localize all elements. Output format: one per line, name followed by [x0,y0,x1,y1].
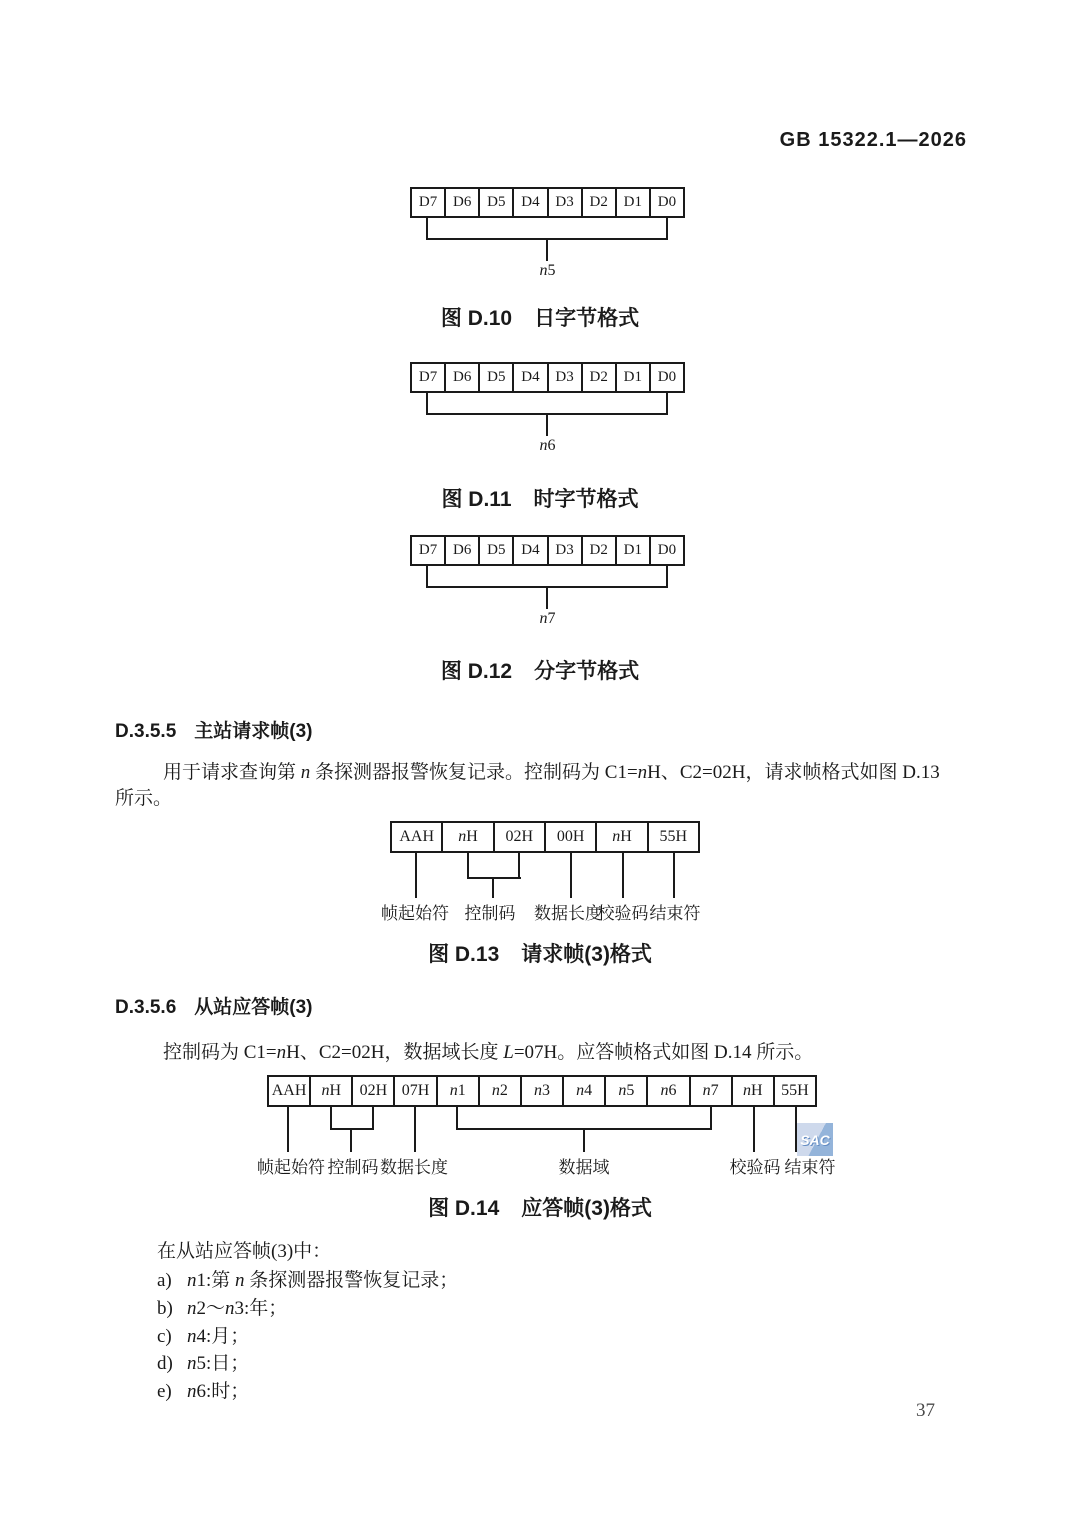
connector-line [622,853,624,898]
field-label: 结束符 [784,1158,836,1177]
bit-cell: D1 [615,364,649,391]
frame-cell: n 4 [562,1077,604,1105]
figure-d13-caption [0,938,1080,968]
connector-line [546,415,548,436]
figure-d10-caption [0,302,1080,332]
figure-number: 图 D.10 [440,307,513,330]
figure-title: 日字节格式 [534,307,640,330]
figure-number: 图 D.14 [428,1197,500,1220]
connector-line [456,1107,458,1130]
bit-cell: D2 [581,537,615,564]
figure-d14-diagram [257,1075,836,1177]
connector-line [467,853,469,879]
figure-title: 时字节格式 [533,488,639,511]
bit-cell: D1 [615,537,649,564]
figure-number: 图 D.11 [441,488,512,511]
section-number: D.3.5.6 [115,997,177,1018]
bit-cell: D3 [547,364,581,391]
frame-cell: n 7 [689,1077,731,1105]
bit-cell: D5 [478,364,512,391]
paragraph-line: 控制码为 C1=nH、C2=02H，数据域长度 L=07H。应答帧格式如图 D.14 所示。 [163,1042,814,1063]
bit-cell: D4 [512,537,546,564]
figure-title: 请求帧(3)格式 [521,943,652,966]
connector-line [350,1128,352,1152]
page-number: 37 [916,1400,935,1421]
figure-d10-diagram [410,187,685,287]
frame-cell: n 1 [436,1077,478,1105]
frame-cell: n H [309,1077,351,1105]
bit-cell: D0 [649,189,683,216]
frame-cell: AAH [271,1082,307,1099]
frame-cell: 07H [393,1077,435,1105]
bit-table [410,535,685,566]
list-item [157,1265,458,1292]
bit-cell: D4 [512,364,546,391]
list-item [157,1348,249,1375]
bit-cell: D3 [547,189,581,216]
connector-line [570,853,572,898]
connector-line [492,877,494,898]
figure-d11-caption [0,483,1080,513]
field-label: 帧起始符 [257,1158,325,1177]
figure-title: 分字节格式 [534,660,640,683]
bit-cell: D1 [615,189,649,216]
paragraph-line: 用于请求查询第 n 条探测器报警恢复记录。控制码为 C1=nH、C2=02H，请求帧格式如图 D.13 [163,762,940,783]
list-text: n6:时； [187,1381,250,1402]
connector-line [518,853,520,879]
section-number: D.3.5.5 [115,721,177,742]
connector-line [330,1107,332,1130]
field-label: 校验码 [597,904,649,923]
frame-cell: n 3 [520,1077,562,1105]
section-title: 主站请求帧(3) [194,721,313,742]
frame-table [390,821,700,853]
connector-line [546,588,548,609]
connector-line [414,1107,416,1152]
frame-cell: n H [441,823,492,851]
list-item [157,1293,287,1320]
frame-cell: n H [731,1077,773,1105]
connector-line [710,1107,712,1130]
connector-line [426,218,428,240]
bit-cell: D2 [581,364,615,391]
bit-cell: D6 [444,189,478,216]
list-intro: 在从站应答帧(3)中： [157,1241,332,1262]
frame-cell: n 6 [646,1077,688,1105]
bit-cell: D6 [444,537,478,564]
connector-line [287,1107,289,1152]
field-label: 控制码 [327,1158,379,1177]
byte-variable-label: n6 [539,437,556,454]
frame-cell: n H [595,823,646,851]
figure-d12-diagram [410,535,685,635]
figure-d12-caption [0,655,1080,685]
sac-watermark-text: SAC [800,1131,830,1148]
bit-cell: D0 [649,537,683,564]
frame-cell: 55H [647,823,698,851]
connector-line [546,240,548,261]
connector-line [795,1107,797,1152]
connector-line [673,853,675,898]
list-text: n4:月； [187,1326,250,1347]
list-text: n1:第 n 条探测器报警恢复记录； [187,1270,459,1291]
bit-cell: D5 [478,537,512,564]
field-label: 控制码 [464,904,516,923]
section-heading-d356 [115,992,313,1019]
field-label: 结束符 [649,904,701,923]
connector-line [415,853,417,898]
connector-line [426,393,428,415]
bit-cell: D0 [649,364,683,391]
bit-cell: D6 [444,364,478,391]
field-label: 数据长度 [380,1158,448,1177]
frame-cell: 02H [493,823,544,851]
byte-variable-label: n7 [539,610,556,627]
field-label: 校验码 [729,1158,781,1177]
bit-table [410,187,685,218]
frame-cell: 00H [544,823,595,851]
figure-d11-diagram [410,362,685,462]
list-marker: e) [157,1381,172,1402]
connector-line [426,566,428,588]
connector-line [753,1107,755,1152]
connector-line [666,393,668,415]
list-text: n2～n3:年； [187,1298,288,1319]
bit-cell: D7 [418,369,438,385]
list-marker: b) [157,1298,173,1319]
figure-number: 图 D.13 [428,943,500,966]
paragraph-line: 所示。 [115,788,173,809]
field-label: 帧起始符 [381,904,449,923]
field-label: 数据域 [558,1158,610,1177]
section-heading-d355 [115,716,313,743]
figure-title: 应答帧(3)格式 [521,1197,652,1220]
list-marker: a) [157,1270,172,1291]
frame-cell: n 5 [604,1077,646,1105]
figure-d14-caption [0,1192,1080,1222]
figure-number: 图 D.12 [440,660,513,683]
byte-variable-label: n5 [539,262,556,279]
connector-line [372,1107,374,1130]
bit-table [410,362,685,393]
frame-cell: 02H [351,1077,393,1105]
list-item [157,1321,249,1348]
bit-cell: D7 [418,542,438,558]
bit-cell: D5 [478,189,512,216]
list-marker: c) [157,1326,172,1347]
standard-number-header: GB 15322.1—2026 [779,129,967,151]
frame-cell: 55H [773,1077,815,1105]
bit-cell: D2 [581,189,615,216]
frame-table [267,1075,817,1107]
bit-cell: D4 [512,189,546,216]
section-title: 从站应答帧(3) [194,997,313,1018]
list-text: n5:日； [187,1353,250,1374]
bit-cell: D3 [547,537,581,564]
field-label: 数据长度 [534,904,602,923]
list-item [157,1376,249,1403]
list-marker: d) [157,1353,173,1374]
figure-d13-diagram [381,821,701,923]
connector-line [666,566,668,588]
connector-line [583,1128,585,1152]
connector-line [666,218,668,240]
bit-cell: D7 [418,194,438,210]
frame-cell: AAH [399,828,434,845]
frame-cell: n 2 [478,1077,520,1105]
